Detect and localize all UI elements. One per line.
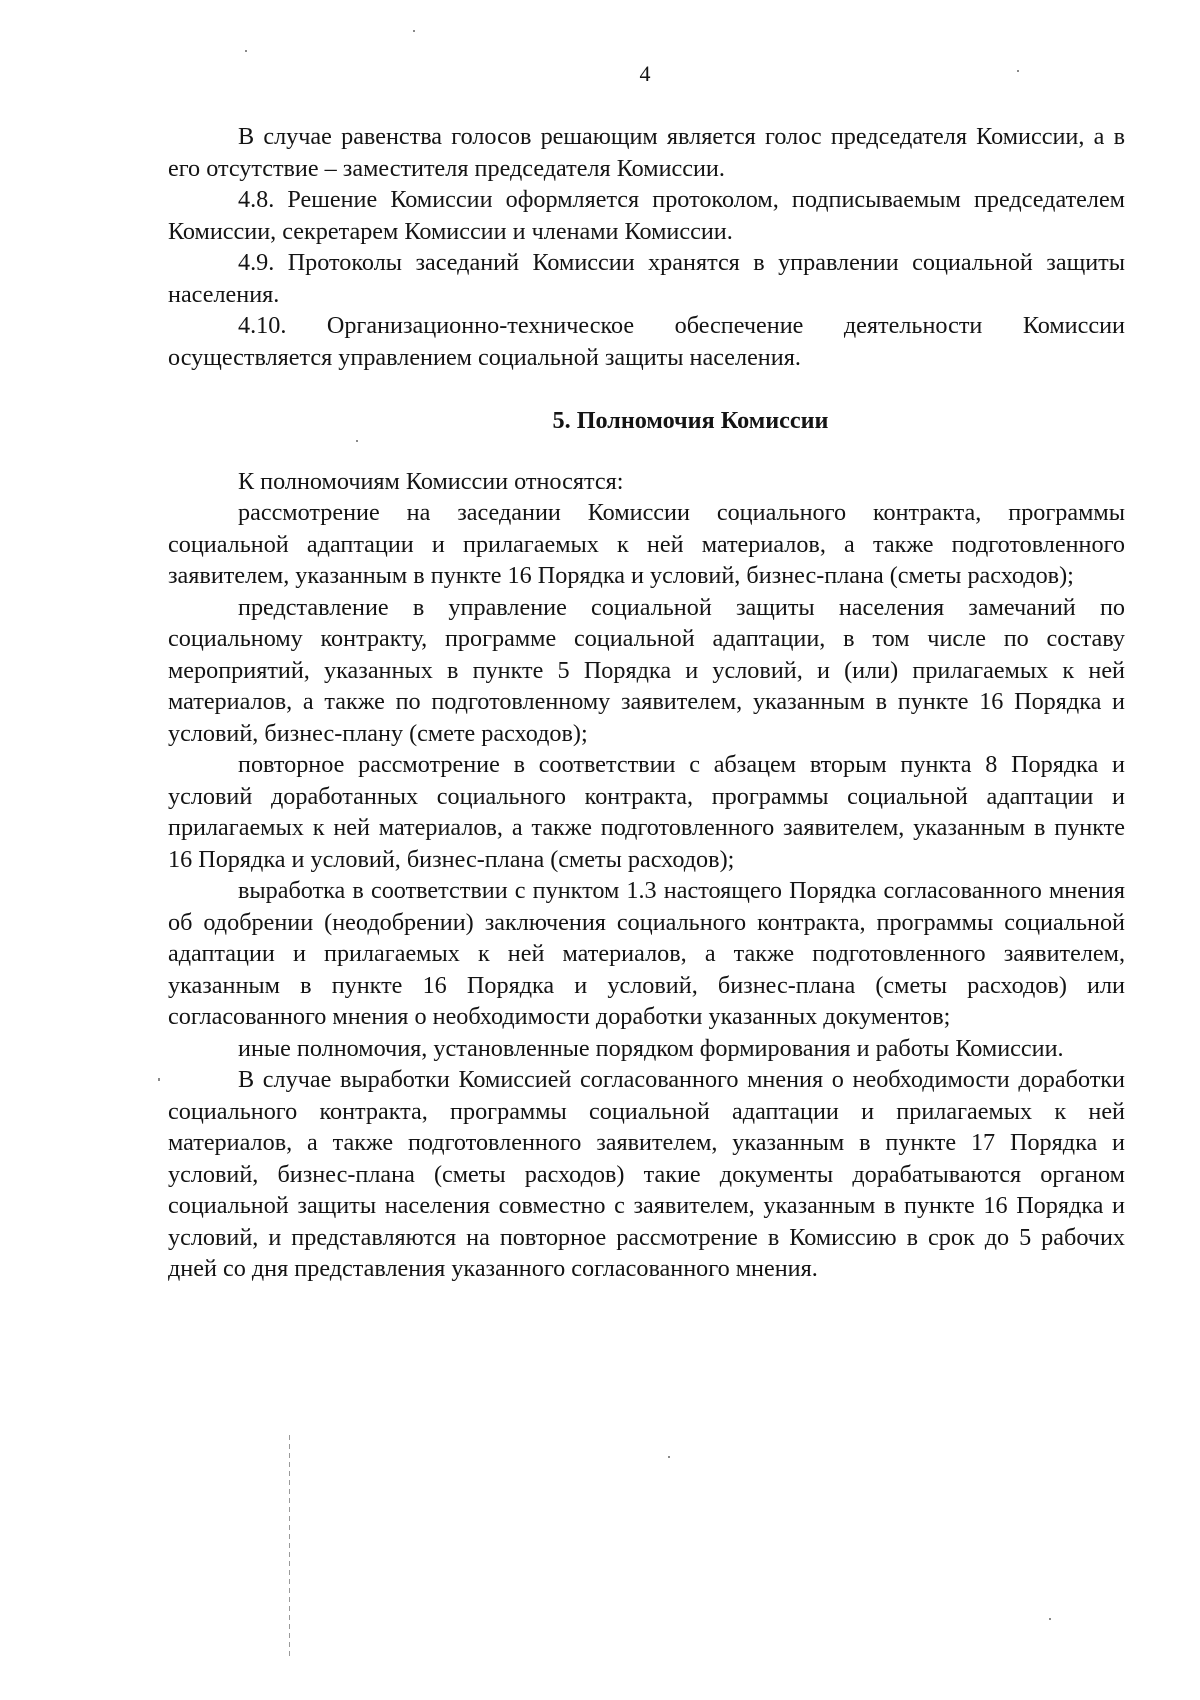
scan-speck xyxy=(356,440,358,442)
paragraph-power-re-review: повторное рассмотрение в соответствии с абзацем вторым пункта 8 Порядка и условий доработанных социального контракта, программы социальной адаптации и прилагаемых к ней материалов, а также подготовленного заявителем, указанным в пункте 16 Порядка и условий, бизнес-плана (сметы расходов); xyxy=(168,751,1125,873)
paragraph-revision-procedure: В случае выработки Комиссией согласованного мнения о необходимости доработки социального контракта, программы социальной адаптации и прилагаемых к ней материалов, а также подготовленного заявителем, указанным в пункте 17 Порядка и условий, бизнес-плана (сметы расходов) такие документы дорабатываются органом социальной защиты населения совместно с заявителем, указанным в пункте 16 Порядка и условий, и представляются на повторное рассмотрение в Комиссию в срок до 5 рабочих дней со дня представления указанного согласованного мнения. xyxy=(168,1066,1125,1282)
document-body xyxy=(168,121,1125,1285)
paragraph-4-8: 4.8. Решение Комиссии оформляется протоколом, подписываемым председателем Комиссии, секретарем Комиссии и членами Комиссии. xyxy=(168,186,1125,245)
paragraph-power-remarks: представление в управление социальной защиты населения замечаний по социальному контракту, программе социальной адаптации, в том числе по составу мероприятий, указанных в пункте 5 Порядка и условий, и (или) прилагаемых к ней материалов, а также по подготовленному заявителем, указанным в пункте 16 Порядка и условий, бизнес-плану (смете расходов); xyxy=(168,593,1125,747)
scan-speck xyxy=(245,50,247,52)
scan-speck xyxy=(158,1078,160,1081)
section-heading: 5. Полномочия Комиссии xyxy=(552,407,829,434)
paragraph-4-9: 4.9. Протоколы заседаний Комиссии хранятся в управлении социальной защиты населения. xyxy=(168,249,1125,308)
paragraph-tie-vote: В случае равенства голосов решающим является голос председателя Комиссии, а в его отсутствие – заместителя председателя Комиссии. xyxy=(168,123,1125,182)
scan-speck xyxy=(413,30,415,32)
scan-speck xyxy=(1049,1618,1051,1620)
paragraph-power-opinion: выработка в соответствии с пунктом 1.3 настоящего Порядка согласованного мнения об одобрении (неодобрении) заключения социального контракта, программы социальной адаптации и прилагаемых к ней материалов, а также подготовленного заявителем, указанным в пункте 16 Порядка и условий, бизнес-плана (сметы расходов) или согласованного мнения о необходимости доработки указанных документов; xyxy=(168,877,1125,1030)
paragraph-power-review: рассмотрение на заседании Комиссии социального контракта, программы социальной адаптации и прилагаемых к ней материалов, а также подготовленного заявителем, указанным в пункте 16 Порядка и условий, бизнес-плана (сметы расходов); xyxy=(168,499,1125,589)
scan-speck xyxy=(668,1456,670,1458)
page-number: 4 xyxy=(639,61,651,86)
paragraph-4-10: 4.10. Организационно-техническое обеспечение деятельности Комиссии осуществляется управлением социальной защиты населения. xyxy=(168,312,1125,371)
paragraph-powers-intro: К полномочиям Комиссии относятся: xyxy=(238,467,624,495)
scan-speck xyxy=(1017,70,1019,72)
paragraph-power-other: иные полномочия, установленные порядком формирования и работы Комиссии. xyxy=(238,1034,1064,1062)
scan-artifact-line xyxy=(289,1435,290,1660)
